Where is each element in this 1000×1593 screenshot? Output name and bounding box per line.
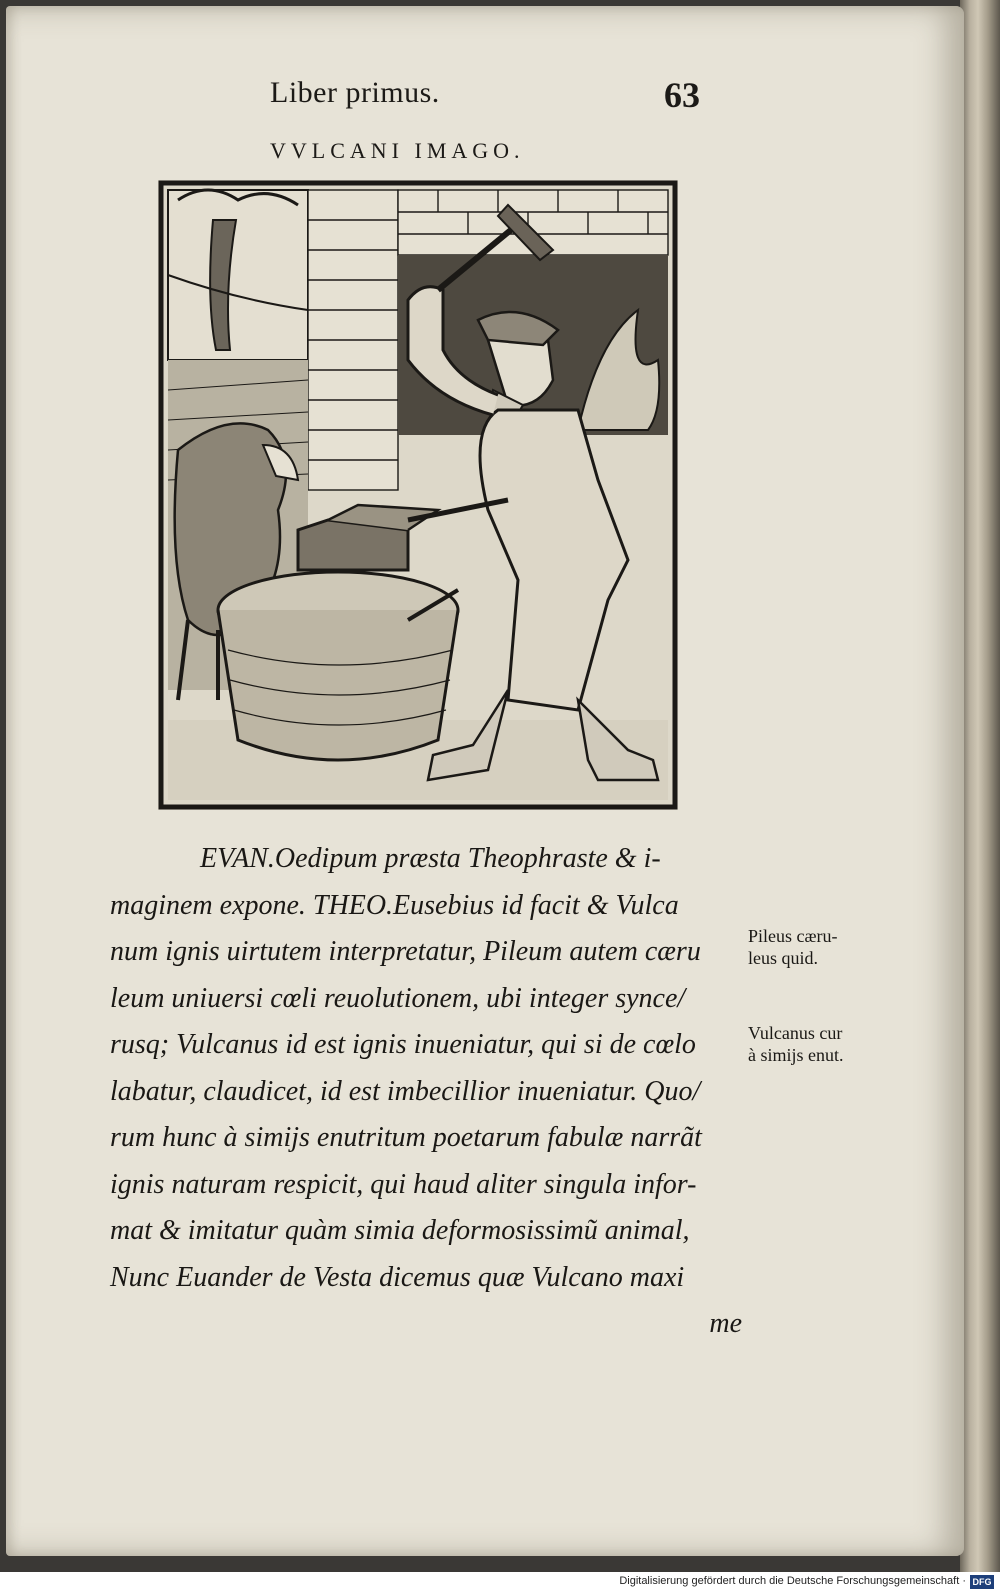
- marginal-note-line: leus quid.: [748, 948, 818, 968]
- text-line: num ignis uirtutem interpretatur, Pileum autem cæru: [110, 936, 701, 967]
- text-line: labatur, claudicet, id est imbecillior inueniatur. Quo/: [110, 1075, 701, 1107]
- text-line: rum hunc à simijs enutritum poetarum fabulæ narrãt: [110, 1122, 702, 1153]
- page-number: 63: [664, 75, 700, 115]
- main-text: [110, 836, 750, 1348]
- dfg-logo: DFG: [970, 1575, 994, 1589]
- text-line: leum uniuersi cœli reuolutionem, ubi integer synce/: [110, 982, 686, 1014]
- digitization-credit: Digitalisierung gefördert durch die Deutsche Forschungsgemeinschaft ·: [619, 1575, 966, 1587]
- woodcut-illustration: [158, 180, 678, 810]
- text-line: maginem expone. THEO.Eusebius id facit & Vulca: [110, 889, 679, 921]
- marginal-note-pileus: [748, 925, 838, 969]
- illustration-caption: VVLCANI IMAGO.: [270, 138, 525, 163]
- catchword: me: [709, 1308, 742, 1339]
- marginal-note-line: à simijs enut.: [748, 1045, 844, 1065]
- text-line: Nunc Euander de Vesta dicemus quæ Vulcano maxi: [110, 1261, 685, 1293]
- running-head: Liber primus.: [270, 76, 440, 109]
- marginal-note-vulcanus: [748, 1022, 844, 1066]
- text-line: rusq; Vulcanus id est ignis inueniatur, qui si de cœlo: [110, 1029, 696, 1060]
- text-line: EVAN.Oedipum præsta Theophraste & i-: [200, 843, 661, 874]
- text-line: ignis naturam respicit, qui haud aliter singula infor-: [110, 1168, 697, 1200]
- marginal-note-line: Pileus cæru-: [748, 926, 838, 946]
- woodcut-vulcan-icon: [158, 180, 678, 810]
- marginal-note-line: Vulcanus cur: [748, 1023, 843, 1043]
- book-page-edges: [960, 0, 1000, 1572]
- text-line: mat & imitatur quàm simia deformosissimũ animal,: [110, 1215, 690, 1246]
